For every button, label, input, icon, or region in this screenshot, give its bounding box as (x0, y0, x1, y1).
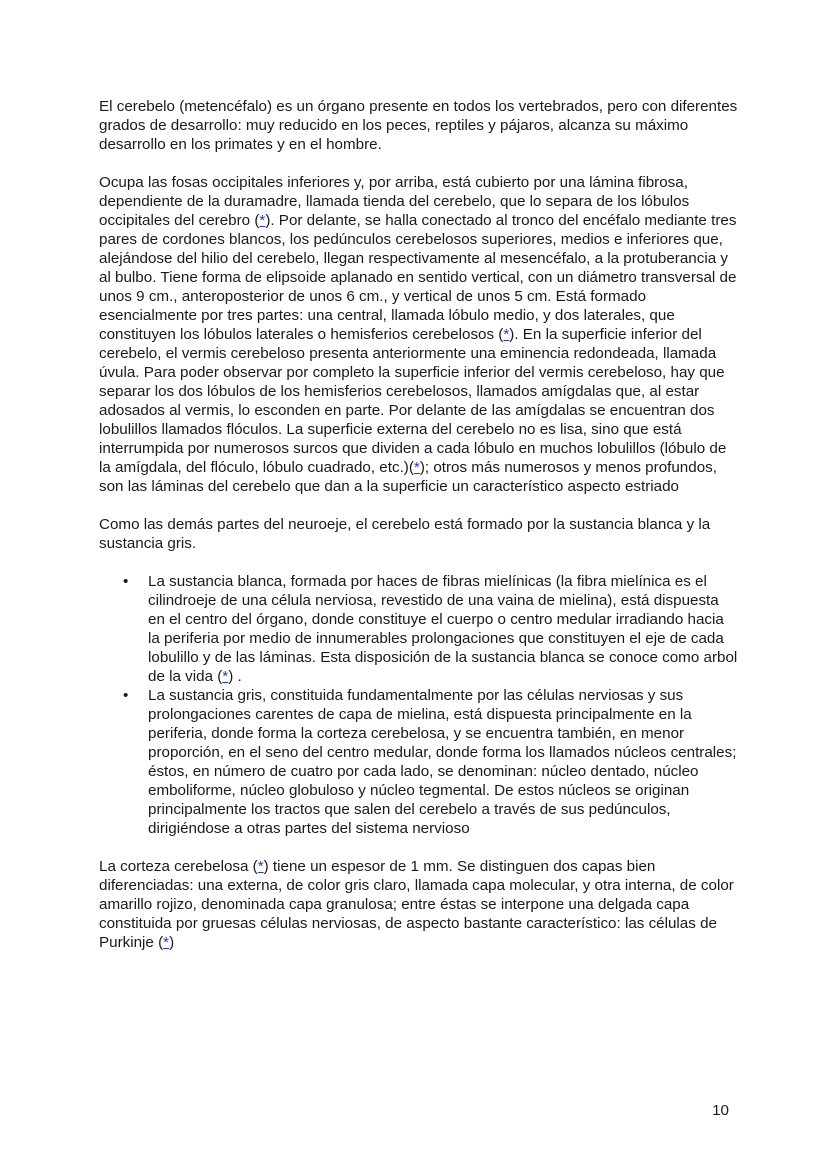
list-item-white-matter-text-2: ) . (228, 668, 242, 685)
paragraph-anatomy-text-1: Ocupa las fosas occipitales inferiores y, por arriba, está cubierto por una lámina fibrosa, dependiente de la duramadre, llamada tienda del cerebelo, que lo separa de los lóbulos occipitales del cerebro ( (99, 174, 690, 229)
document-body (99, 97, 739, 971)
paragraph-intro (99, 97, 739, 154)
page-number: 10 (712, 1102, 729, 1119)
list-item-white-matter (99, 572, 739, 686)
reference-link-5[interactable]: * (257, 858, 264, 875)
paragraph-cortex-text-1: La corteza cerebelosa ( (99, 858, 258, 875)
paragraph-anatomy-text-4: ); otros más numerosos y menos profundos, son las láminas del cerebelo que dan a la superficie un característico aspecto estriado (99, 459, 717, 495)
paragraph-substances-intro (99, 515, 739, 553)
list-item-grey-matter-text: La sustancia gris, constituida fundamentalmente por las células nerviosas y sus prolongaciones carentes de capa de mielina, está dispuesta principalmente en la periferia, donde forma la corteza cerebelosa, y se encuentra también, en menor proporción, en el seno del centro medular, donde forma los llamados núcleos centrales; éstos, en número de cuatro por cada lado, se denominan: núcleo dentado, núcleo emboliforme, núcleo globuloso y núcleo tegmental. De estos núcleos se originan principalmente los tractos que salen del cerebelo a través de sus pedúnculos, dirigiéndose a otras partes del sistema nervioso (148, 687, 737, 837)
substances-list (99, 572, 739, 838)
paragraph-cortex (99, 857, 739, 952)
paragraph-anatomy-text-3: ). En la superficie inferior del cerebelo, el vermis cerebeloso presenta anteriormente una eminencia redondeada, llamada úvula. Para poder observar por completo la superficie inferior del vermis cerebeloso, hay que separar los dos lóbulos de los hemisferios cerebelosos, llamados amígdalas que, al estar adosados al vermis, lo esconden en parte. Por delante de las amígdalas se encuentran dos lobulillos llamados flóculos. La superficie externa del cerebelo no es lisa, sino que está interrumpida por numerosos surcos que dividen a cada lóbulo en muchos lobulillos (lóbulo de la amígdala, del flóculo, lóbulo cuadrado, etc.)( (99, 326, 727, 476)
reference-link-4[interactable]: * (222, 668, 229, 685)
bullet-glyph: • (123, 573, 129, 590)
reference-link-1[interactable]: * (259, 212, 266, 229)
list-item-white-matter-text-1: La sustancia blanca, formada por haces de fibras mielínicas (la fibra mielínica es el cilindroeje de una célula nerviosa, revestido de una vaina de mielina), está dispuesta en el centro del órgano, donde constituye el cuerpo o centro medular irradiando hacia la periferia por medio de innumerables prolongaciones que constituyen el eje de cada lobulillo y de las láminas. Esta disposición de la sustancia blanca se conoce como arbol de la vida ( (148, 573, 738, 685)
paragraph-intro-text: El cerebelo (metencéfalo) es un órgano presente en todos los vertebrados, pero con diferentes grados de desarrollo: muy reducido en los peces, reptiles y pájaros, alcanza su máximo desarrollo en los primates y en el hombre. (99, 98, 738, 153)
paragraph-cortex-text-2: ) tiene un espesor de 1 mm. Se distinguen dos capas bien diferenciadas: una externa, de color gris claro, llamada capa molecular, y otra interna, de color amarillo rojizo, denominada capa granulosa; entre éstas se interpone una delgada capa constituida por gruesas células nerviosas, de aspecto bastante característico: las células de Purkinje ( (99, 858, 734, 951)
paragraph-anatomy-text-2: ). Por delante, se halla conectado al tronco del encéfalo mediante tres pares de cordones blancos, los pedúnculos cerebelosos superiores, medios e inferiores que, alejándose del hilio del cerebelo, llegan respectivamente al mesencéfalo, a la protuberancia y al bulbo. Tiene forma de elipsoide aplanado en sentido vertical, con un diámetro transversal de unos 9 cm., anteroposterior de unos 6 cm., y vertical de unos 5 cm. Está formado esencialmente por tres partes: una central, llamada lóbulo medio, y dos laterales, que constituyen los lóbulos laterales o hemisferios cerebelosos ( (99, 212, 737, 343)
bullet-glyph: • (123, 687, 129, 704)
reference-link-6[interactable]: * (163, 934, 170, 951)
reference-link-3[interactable]: * (413, 459, 420, 476)
list-item-grey-matter (99, 686, 739, 838)
paragraph-substances-intro-text: Como las demás partes del neuroeje, el cerebelo está formado por la sustancia blanca y la sustancia gris. (99, 516, 711, 552)
reference-link-2[interactable]: * (503, 326, 510, 343)
paragraph-anatomy (99, 173, 739, 496)
paragraph-cortex-text-3: ) (169, 934, 175, 951)
